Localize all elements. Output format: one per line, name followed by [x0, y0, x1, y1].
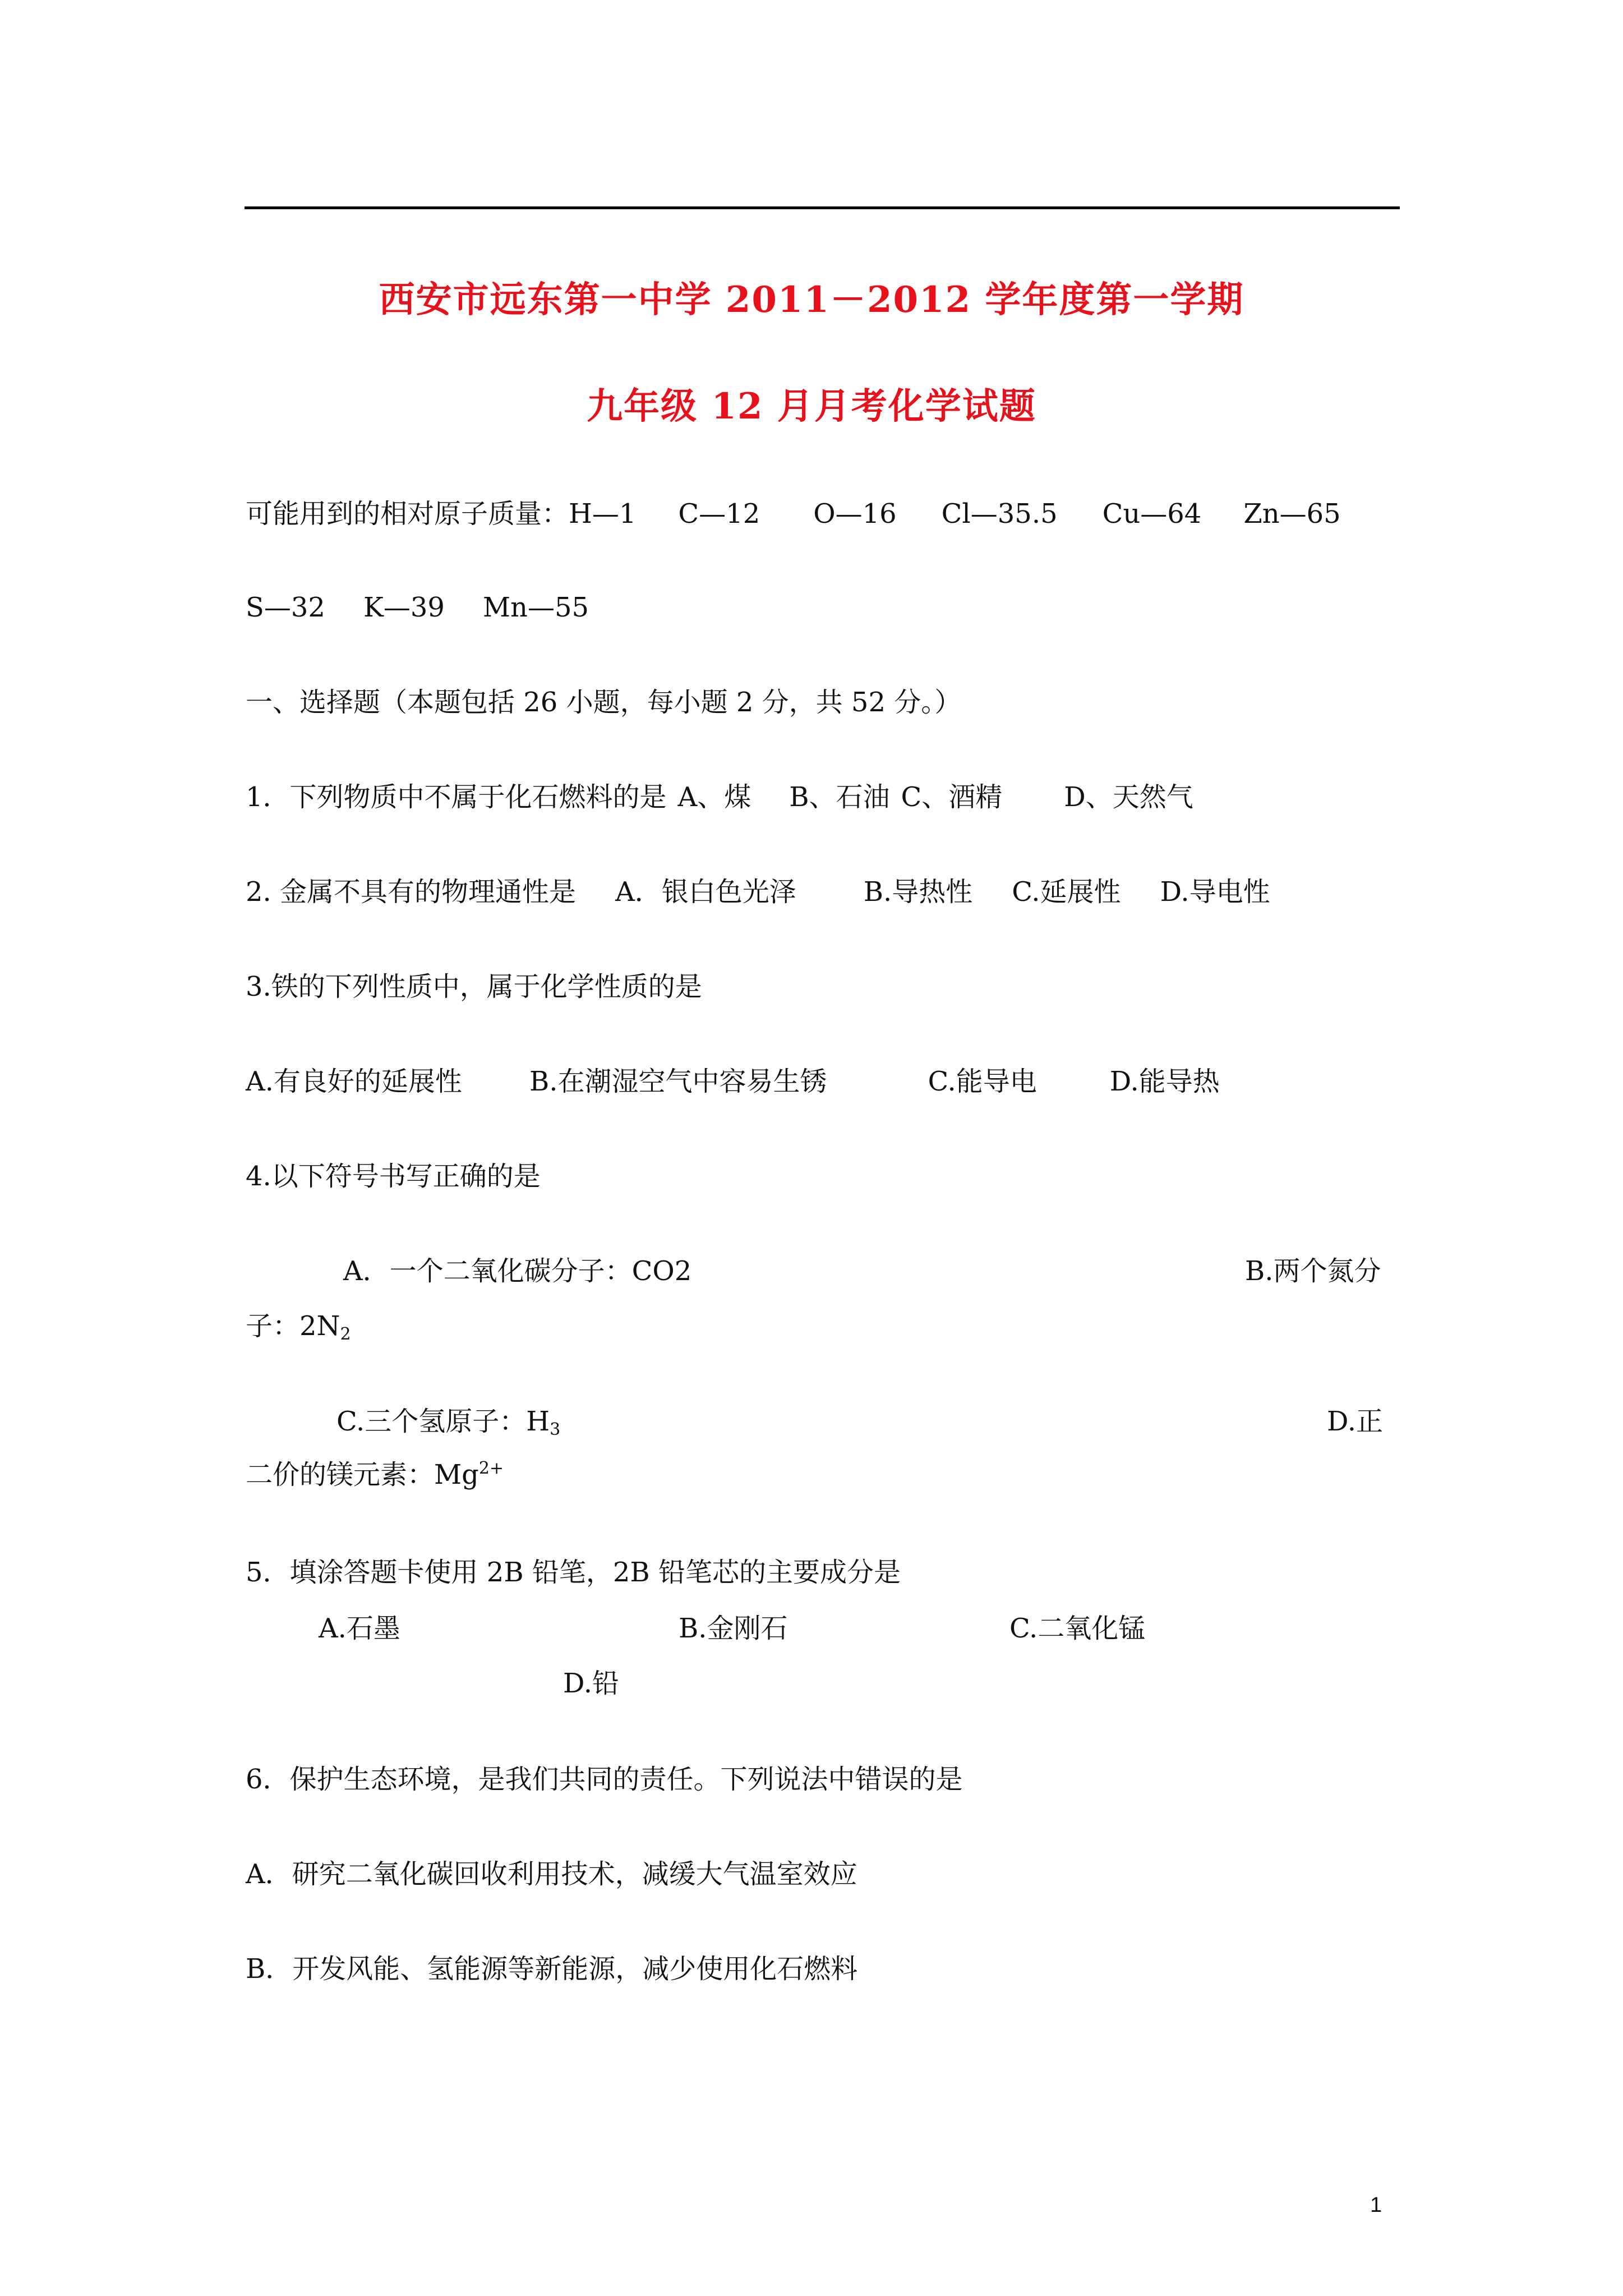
question-stem: 1．下列物质中不属于化石燃料的是: [246, 781, 667, 813]
option-b: B.在潮湿空气中容易生锈: [529, 1066, 827, 1097]
header-rule: [245, 206, 1400, 209]
atomic-masses-row1: [246, 498, 1341, 531]
atomic-mass-item: H—1: [569, 498, 637, 530]
option-b: B、石油: [789, 781, 890, 813]
atomic-mass-item: O—16: [813, 498, 897, 530]
option-c: C、酒精: [901, 781, 1003, 813]
option-a: A．一个二氧化碳分子：CO2: [343, 1255, 692, 1287]
atomic-masses-label: 可能用到的相对原子质量：: [246, 498, 569, 530]
option-b: B.金刚石: [679, 1613, 788, 1644]
option-d-start: D.正: [1327, 1406, 1384, 1437]
question-4-stem: 4.以下符号书写正确的是: [246, 1161, 541, 1192]
question-1: [246, 781, 1193, 814]
option-b-start: B.两个氮分: [1245, 1255, 1381, 1287]
option-c: C.二氧化锰: [1009, 1613, 1146, 1644]
question-5-stem: 5．填涂答题卡使用 2B 铅笔，2B 铅笔芯的主要成分是: [246, 1557, 901, 1588]
atomic-mass-item: Zn—65: [1243, 498, 1341, 530]
option-d: D.能导热: [1109, 1066, 1220, 1097]
question-3-stem: 3.铁的下列性质中，属于化学性质的是: [246, 971, 702, 1002]
exam-title-line2: 九年级 12 月月考化学试题: [587, 385, 1036, 427]
option-c: C.延展性: [1012, 876, 1121, 908]
option-a: A．银白色光泽: [615, 876, 796, 908]
option-b: B.导热性: [863, 876, 973, 908]
section-heading: 一、选择题（本题包括 26 小题，每小题 2 分，共 52 分。）: [246, 687, 962, 718]
atomic-mass-item: S—32: [246, 592, 325, 623]
option-d: D、天然气: [1064, 781, 1193, 813]
option-b-end: [246, 1310, 351, 1345]
option-d-text: 二价的镁元素：Mg: [246, 1459, 479, 1490]
option-b-text: 子：2N: [246, 1310, 340, 1342]
option-d: D.铅: [563, 1668, 620, 1699]
option-a: A．研究二氧化碳回收利用技术，减缓大气温室效应: [246, 1858, 857, 1890]
option-a: A.石墨: [319, 1613, 400, 1644]
option-d: D.导电性: [1160, 876, 1270, 908]
question-3-options: [246, 1066, 1220, 1098]
option-a: A.有良好的延展性: [246, 1066, 462, 1097]
atomic-mass-item: Cl—35.5: [941, 498, 1058, 530]
atomic-mass-item: Cu—64: [1102, 498, 1202, 530]
exam-title-line1: 西安市远东第一中学 2011－2012 学年度第一学期: [379, 279, 1244, 321]
option-c: [336, 1406, 560, 1440]
atomic-mass-item: K—39: [363, 592, 445, 623]
atomic-masses-row2: [246, 592, 589, 624]
option-a: A、煤: [677, 781, 751, 813]
superscript: 2+: [478, 1458, 504, 1478]
option-b: B．开发风能、氢能源等新能源，减少使用化石燃料: [246, 1953, 858, 1985]
atomic-mass-item: C—12: [678, 498, 760, 530]
option-d-end: [246, 1458, 504, 1492]
page-number: 1: [1370, 2193, 1382, 2217]
question-2: [246, 876, 1270, 909]
option-c-text: C.三个氢原子：H: [336, 1406, 550, 1437]
subscript: 3: [550, 1420, 561, 1439]
question-stem: 2. 金属不具有的物理通性是: [246, 876, 577, 908]
option-c: C.能导电: [928, 1066, 1037, 1097]
subscript: 2: [340, 1324, 351, 1344]
atomic-mass-item: Mn—55: [482, 592, 589, 623]
question-6-stem: 6．保护生态环境，是我们共同的责任。下列说法中错误的是: [246, 1764, 963, 1795]
